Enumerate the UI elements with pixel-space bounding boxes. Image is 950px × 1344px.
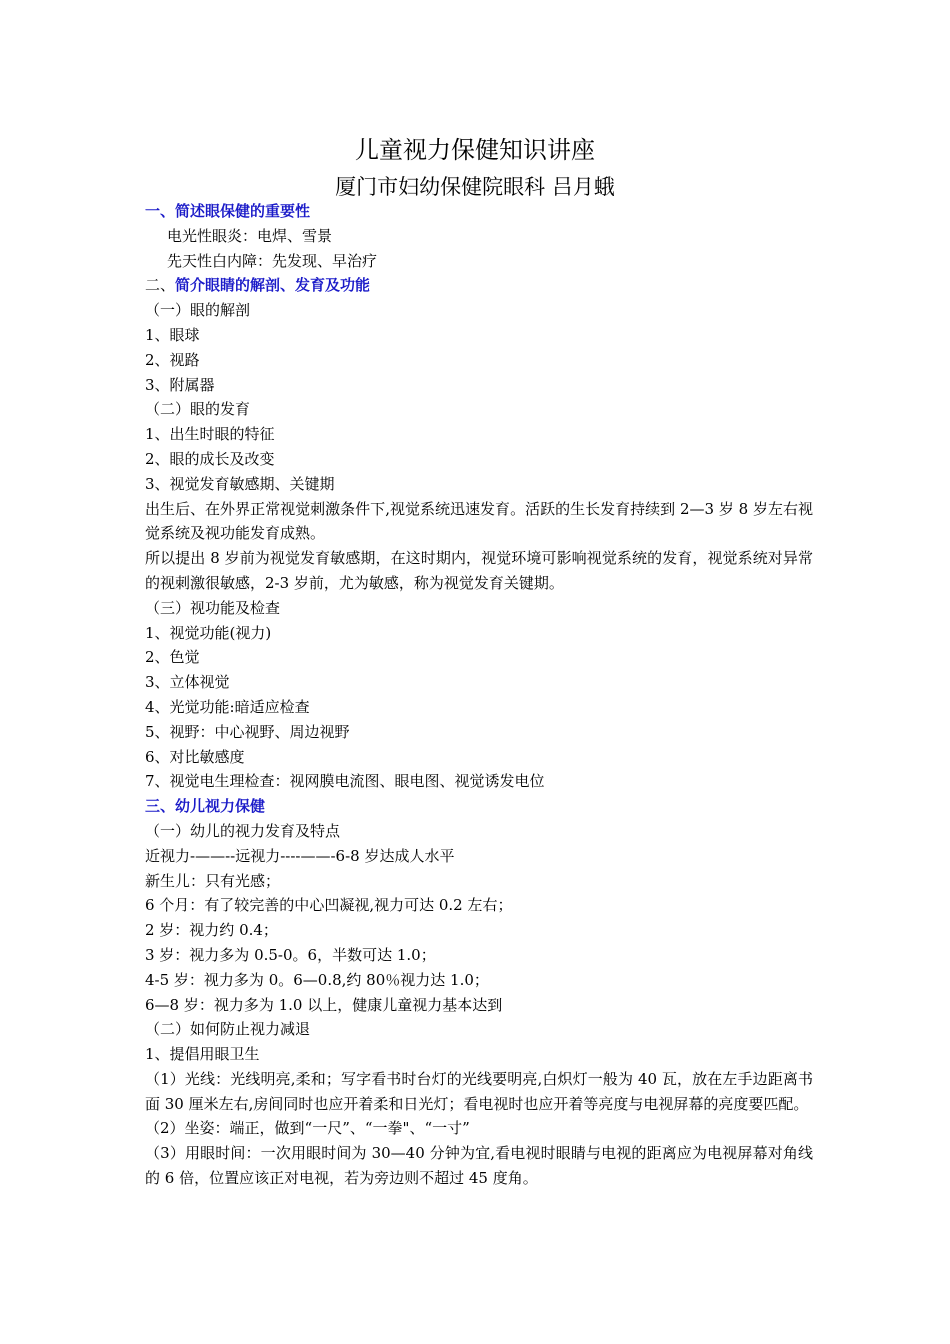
paragraph: 出生后、在外界正常视觉刺激条件下,视觉系统迅速发育。活跃的生长发育持续到 2—3 岁 8 岁左右视觉系统及视功能发育成熟。 bbox=[145, 499, 813, 543]
list-item: 3、附属器 bbox=[145, 375, 215, 394]
paragraph: 所以提出 8 岁前为视觉发育敏感期，在这时期内，视觉环境可影响视觉系统的发育，视觉系统对异常的视刺激很敏感，2-3 岁前，尤为敏感，称为视觉发育关键期。 bbox=[145, 549, 813, 592]
list-item: 4、光觉功能:暗适应检查 bbox=[145, 697, 310, 716]
list-item: 2 岁：视力约 0.4； bbox=[145, 921, 278, 940]
section-heading-2-text: 简介眼睛的解剖、发育及功能 bbox=[175, 276, 371, 295]
subsection-heading: （一）幼儿的视力发育及特点 bbox=[145, 821, 341, 840]
list-item: 2、眼的成长及改变 bbox=[145, 449, 275, 468]
list-item: 2、视路 bbox=[145, 350, 200, 369]
section-heading-1: 一、简述眼保健的重要性 bbox=[145, 202, 311, 220]
list-item: 先天性白内障：先发现、早治疗 bbox=[167, 251, 378, 270]
list-item: 1、出生时眼的特征 bbox=[145, 425, 275, 444]
list-item: 近视力-——--远视力----——-6-8 岁达成人水平 bbox=[145, 846, 455, 865]
section-heading-2-prefix: 二、 bbox=[145, 276, 176, 295]
subsection-heading: （三）视功能及检查 bbox=[145, 598, 281, 617]
list-item: 电光性眼炎：电焊、雪景 bbox=[167, 226, 333, 245]
list-item: 1、视觉功能(视力) bbox=[145, 623, 272, 642]
subsection-heading: （一）眼的解剖 bbox=[145, 301, 251, 320]
subsection-heading: （二）眼的发育 bbox=[145, 400, 251, 419]
paragraph: （1）光线：光线明亮,柔和；写字看书时台灯的光线要明亮,白炽灯一般为 40 瓦，放在左手边距离书面 30 厘米左右,房间同时也应开着柔和日光灯；看电视时也应开着等亮度与电视屏幕的亮度要匹配。 bbox=[145, 1069, 813, 1113]
paragraph: （3）用眼时间：一次用眼时间为 30—40 分钟为宜,看电视时眼睛与电视的距离应为电视屏幕对角线的 6 倍，位置应该正对电视，若为旁边则不超过 45 度角。 bbox=[145, 1144, 813, 1188]
list-item: 3 岁：视力多为 0.5-0。6，半数可达 1.0； bbox=[145, 945, 436, 964]
list-item: 4-5 岁：视力多为 0。6—0.8,约 80％视力达 1.0； bbox=[145, 970, 489, 989]
section-heading-2 bbox=[145, 273, 813, 298]
list-item: 1、眼球 bbox=[145, 325, 200, 344]
paragraph: （2）坐姿：端正，做到“一尺”、“一拳"、“一寸” bbox=[145, 1119, 470, 1138]
list-item: 5、视野：中心视野、周边视野 bbox=[145, 722, 350, 741]
list-item: 6 个月：有了较完善的中心凹凝视,视力可达 0.2 左右； bbox=[145, 896, 513, 915]
list-item: 新生儿：只有光感； bbox=[145, 871, 281, 890]
list-item: 6、对比敏感度 bbox=[145, 747, 245, 766]
subsection-heading: （二）如何防止视力减退 bbox=[145, 1020, 311, 1039]
section-heading-3: 三、幼儿视力保健 bbox=[145, 797, 266, 816]
list-item: 7、视觉电生理检查：视网膜电流图、眼电图、视觉诱发电位 bbox=[145, 772, 545, 791]
list-item: 2、色觉 bbox=[145, 648, 200, 667]
document-title: 儿童视力保健知识讲座 bbox=[355, 136, 595, 164]
list-item: 3、视觉发育敏感期、关键期 bbox=[145, 474, 335, 493]
document-body bbox=[145, 199, 813, 1191]
list-item: 6—8 岁：视力多为 1.0 以上，健康儿童视力基本达到 bbox=[145, 995, 503, 1014]
document-subtitle: 厦门市妇幼保健院眼科 吕月蛾 bbox=[335, 175, 615, 199]
list-item: 3、立体视觉 bbox=[145, 673, 230, 692]
list-item: 1、提倡用眼卫生 bbox=[145, 1045, 260, 1064]
